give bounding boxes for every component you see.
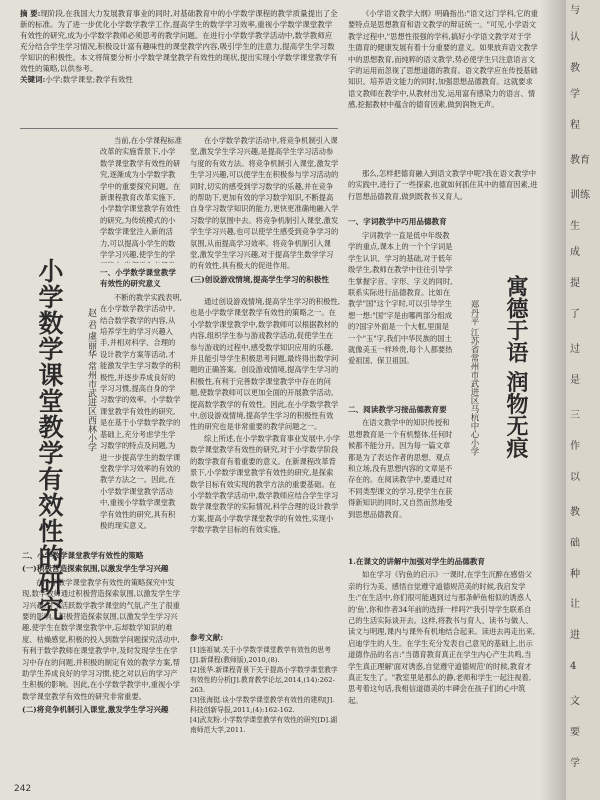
subsection-heading: 1.在课文的讲解中加强对学生的品德教育: [348, 557, 486, 566]
reference-item: [1]连祖斌.关于小学数学课堂教学有效性的思考[J].新课程(教师版),2010,(8).: [190, 646, 331, 665]
facing-page-fragment: 作: [570, 441, 580, 452]
author-affiliation: 常州市武进区西林小学: [86, 361, 96, 452]
facing-page-fragment: 教育: [570, 155, 590, 166]
facing-page-fragment: 让: [570, 599, 580, 611]
facing-page-fragment: 以: [570, 471, 580, 483]
facing-page-fragment: 提: [570, 278, 580, 290]
facing-page-fragment: 生: [570, 221, 580, 232]
facing-page-edge: [566, 0, 600, 800]
section-heading: 一、字词教学中巧用品德教育: [348, 217, 447, 226]
paragraph: 在语文教学中的知识传授和思想教育是一个有机整体,任何时候都不能分开。因为每一篇文章都是为了表达作者的思想、观点和立场,没有思想内容的文章是不存在的。在阅读教学中,要通过对不同类型课文的学习,使学生在获得新知识的同时,又自然而然地受到思想品德教育。: [348, 418, 453, 519]
reference-item: [2]张华.新课程背景下关于提高小学数学课堂教学有效性的分析[J].教育教学论坛,2014,(14):262-263.: [190, 666, 338, 695]
facing-page-fragment: 础: [570, 537, 580, 549]
facing-page-fragment: 种: [570, 568, 580, 580]
abstract-divider: [20, 128, 338, 129]
article1-col3: [190, 135, 340, 295]
paragraph: 在小学数学课堂教学有效性的策略探究中发现,数学教师通过积极营造探索氛围,以激发学生学习兴趣,对于活跃数学教学课堂的气氛,产生了很重要的影响。积极营造探索氛围,以激发学生学习兴趣,使学生在数学课堂教学中,忘却数学知识的难度、枯燥感觉,积极的投入到数学问题探究活动中,有利于数学教师在课堂教学中,及时发现学生在学习中存在的问题,并积极的制定有效的教学方案,帮助学生养成良好的学习习惯,使之对以后的学习产生积极的影响。因此,在小学数学教学中,重视小学数学课堂教学有效性的研究非常重要。: [22, 577, 180, 701]
facing-page-fragment: 进: [570, 630, 580, 642]
article2-section3: [348, 554, 538, 780]
subsection-heading: (一)积极营造探索氛围,以激发学生学习兴趣: [22, 564, 169, 574]
author-name: 郑丹平: [469, 300, 479, 326]
references-heading: 参考文献:: [190, 633, 224, 642]
author-names: 赵 君 虞丽华: [86, 308, 96, 359]
article2-authors: [456, 300, 480, 456]
article2-intro2: [348, 168, 538, 214]
facing-page-fragment: 与: [570, 5, 580, 17]
facing-page-fragment: 过: [570, 344, 580, 356]
article1-title: 小学数学课堂教学有效性的研究: [35, 258, 64, 622]
paragraph: 那么,怎样把德育融入到语文教学中呢?我在语文教学中的实践中,进行了一些探索,也就如何抓住其中的德育因素,进行思想品德教育,做到既教书又育人。: [348, 169, 538, 201]
keywords-line: 关键词:小学;数学课堂;教学有效性: [20, 75, 133, 84]
article1-col1b: [22, 548, 182, 780]
keywords-label: 关键词:: [20, 75, 46, 84]
facing-page-fragment: 要: [570, 727, 580, 738]
article2-section2: [348, 402, 453, 552]
paragraph: 如在学习《钓鱼的启示》一课时,在学生沉醉在感悟父亲的行为美、感悟自觉遵守道德规范美的时候,我启发学生:"在生活中,你们很可能遇到过与那条鲈鱼相似的诱惑人的'鱼',你和作者34年前的选择一样吗?"我引导学生联系自己的生活实际谈开去。这样,将教书与育人、读书与做人、读文与明理,课内与课外有机地结合起来。读进去再走出来,启迪学生的人生。在学生充分发表自己意见的基础上,出示道德作品的名言:"当德育教育真正在学生内心产生共鸣,当学生真正理解'面对诱惑,自觉遵守道德规范'的时候,教育才真正发生了。"教室里是那么的静,老师和学生一起注视着,思考着这句话,我相信道德美的丰碑会在孩子们的心中筑起。: [348, 570, 536, 705]
abstract-text: 摘 要:现阶段,在我国大力发展教育事业的同时,对基础教育中的小学数学课程的教学质量提出了全新的标准。为了进一步优化小学数学教学工作,提高学生的数学学习效率,重视小学数学课堂教学有效性的研究,成为小学数学教师必须思考的教学问题。在进行小学数学教学活动中,数学教师应充分结合学生学习情况,积极设计富有趣味性的课堂教学内容,吸引学生的注意力,提高学生学习数学知识的积极性。本文将简要分析小学数学课堂教学有效性的现状,提出实现小学数学课堂教学有效性的策略,以供参考。: [20, 9, 338, 73]
gutter-shadow: [540, 0, 566, 800]
subsection-heading: (二)将竞争机制引入课堂,激发学生学习兴趣: [22, 705, 169, 715]
facing-page-fragment: 学: [570, 757, 580, 769]
article1-col2: [100, 265, 182, 545]
article1-authors: [68, 308, 98, 452]
abstract-label: 摘 要:: [20, 9, 41, 18]
facing-page-fragment: 认: [570, 31, 580, 43]
facing-page-fragment: 训练: [570, 190, 590, 202]
paragraph: 《小学语文教学大纲》明确指出:"语文这门学科,它的重要特点是思想教育和语文教学的辩证统一。"可见,小学语文教学过程中,"思想性很强的学科,搞好小学语文教学对于学生德育的健康发展有着十分重要的意义。如果放弃语文教学中的思想教育,而纯粹的语文教学,势必使学生只注意语言文字的运用而忽视了思想道德的教育。语文教学应在传授基础知识、培养语文能力的同时,加强思想品德教育。这就要求语文教师在教学中,从教材出发,运用富有感染力的语言、情感,挖掘教材中蕴含的德育因素,做到润物无声。: [348, 9, 538, 110]
paragraph: 不断的教学实践表明,在小学数学教学活动中,结合数学教学的内容,从培养学生的学习兴趣入手,并相对科学、合理的设计教学方案等活动,才能激发学生学习数学的积极性,并逐步养成良好的学习习惯,提高自身的学习数学的效率。小学数学课堂教学有效性的研究,是在基于小学数学教学的基础上,充分考虑学生学习数学的特点及问题,为进一步提高学生的数学课堂教学学习效率的有效的教学方法之一。因此,在小学数学课堂教学活动中,重视小学数学课堂教学有效性的研究,具有积极的现实意义。: [100, 292, 182, 530]
facing-page-fragment: 程: [570, 119, 580, 131]
facing-page-fragment: 成: [570, 247, 580, 259]
section-heading: 一、小学数学课堂教学有效性的研究意义: [100, 268, 176, 289]
facing-page-fragment: 文: [570, 696, 580, 708]
article2-title: 寓德于语 润物无痕: [503, 275, 529, 459]
facing-page-fragment: 教: [570, 62, 580, 74]
section-heading: 二、阅读教学习接品德教育要: [348, 405, 447, 414]
paragraph: 当前,在小学课程标准改革的实施背景下,小学数学课堂教学有效性的研究,逐渐成为小学数学教学中的重要探究问题。在新课程教育改革实施下,小学数学课堂教学有效性的研究,为传统模式的小学数学课堂注入新的活力,可以提高小学生的数学学习兴趣,使学生的学: [100, 136, 182, 260]
paragraph: 综上所述,在小学数学教育事业发展中,小学数学课堂教学有效性的研究,对于小学数学阶段的数学教育有着重要的意义。在新课程改革背景下,小学数学课堂教学有效性的研究,是探索数学目标有效实现的教学方法的重要基础。在小学数学教学活动中,数学教师应结合学生学习数学课堂教学的实际情况,科学合理的设计教学方案,提高小学数学课堂教学的有效性,实现小学数学教学目标的有效实施。: [190, 433, 340, 535]
article2-intro: [348, 8, 538, 168]
facing-page-fragment: 是: [570, 375, 580, 386]
references: [190, 630, 340, 780]
page-number: 242: [14, 784, 32, 794]
reference-item: [4]武友粉.小学数学课堂教学有效性的研究[D].湖南师范大学,2011.: [190, 716, 338, 735]
facing-page-fragment: 三: [570, 410, 580, 422]
section-heading: 二、小学数学课堂教学有效性的策略: [22, 551, 144, 560]
paragraph: 通过创设游戏情境,提高学生学习的积极性,也是小学数学课堂教学有效性的策略之一。在小学数学课堂教学中,数学教师可以根据教材的内容,组织学生参与游戏教学活动,促使学生在参与游戏的过程中,感受数学知识应用的乐趣,并且能引导学生积极思考问题,最终得出数学问题的正确答案。创设游戏情境,提高学生学习的积极性,有利于完善数学课堂教学中存在的问题,使数学教师可以更加全面的开展教学活动,提高数学教学的有效性。因此,在小学数学教学中,创设游戏情境,提高学生学习的积极性有效性的研究也是非常重要的教学问题之一。: [190, 297, 340, 432]
abstract-block: [20, 8, 338, 85]
author-affiliation: 江苏省常州市武进区马杭中心小学: [469, 328, 479, 456]
facing-page-fragment: 教: [570, 507, 580, 518]
article1-col1: [100, 135, 182, 263]
article1-col3b: [190, 296, 340, 628]
facing-page-fragment: 4: [570, 661, 577, 672]
facing-page-fragment: 学: [570, 89, 580, 100]
article2-h1-wrap: [348, 214, 538, 230]
facing-page-fragment: 了: [570, 309, 580, 320]
subsection-heading: (三)创设游戏情境,提高学生学习的积极性: [190, 274, 329, 284]
reference-item: [3]张海挺.谈小学数学课堂教学有效性的建构[J].科技创新导报,2011,(4):162-162.: [190, 696, 335, 715]
article2-p1: [348, 230, 453, 400]
paragraph: 字词教学一直是低中年级教学的重点,课本上的一个个字词是学生认识、学习的基础,对于低年级学生,教师在教学中往往引导学生掌握字音、字形、字义的同时,联系实际进行品德教育。比如在教学"国"这个字时,可以引导学生想一想:"国"字是由哪两部分组成的?国字外面是一个大框,里面是一个"玉"字,我们中华民族的国土就像美玉一样珍贵,每个人都要热爱祖国、保卫祖国。: [348, 231, 453, 366]
paragraph: 在小学数学教学活动中,将竞争机制引入课堂,激发学生学习兴趣,是提高学生学习活动参与度的有效方法。将竞争机制引入课堂,激发学生学习兴趣,可以使学生在积极参与学习活动的同时,切实的感受到学习数学的乐趣,并在竞争的帮助下,更加有效的学习数学知识,不断提高自身学习数学知识的能力,更快更准确地融入学习数学的氛围中去。将竞争机制引入课堂,激发学生学习兴趣,也可以使学生感受到竞争学习的氛围,从而提高学习效率。将竞争机制引入课堂,激发学生学习兴趣,对于提高学生数学学习的有效性,具有极大的促进作用。: [190, 136, 339, 271]
